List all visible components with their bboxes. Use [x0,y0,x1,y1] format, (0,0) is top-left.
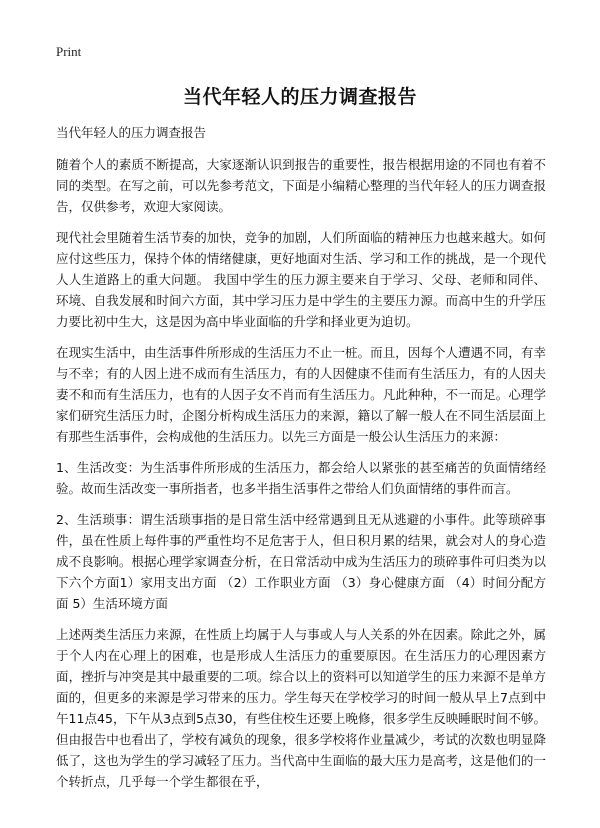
paragraph-life-events: 在现实生活中，由生活事件所形成的生活压力不止一桩。而且，因每个人遭遇不同，有幸与不幸；有的人因上进不成而有生活压力，有的人因健康不佳而有生活压力，有的人因夫妻不和而有生活压力，也有的人因子女不肖而有生活压力。凡此种种，不一而足。心理学家们研究生活压力时，企图分析构成生活压力的来源，籍以了解一般人在不同生活层面上有那些生活事件，会构成他的生活压力。以先三方面是一般公认生活压力的来源： [56,345,546,444]
paragraph-intro: 随着个人的素质不断提高，大家逐渐认识到报告的重要性，报告根据用途的不同也有着不同的类型。在写之前，可以先参考范文，下面是小编精心整理的当代年轻人的压力调查报告，仅供参考，欢迎大家阅读。 [56,157,546,214]
document-subtitle: 当代年轻人的压力调查报告 [56,125,207,140]
paragraph-sources-summary: 上述两类生活压力来源，在性质上均属于人与事或人与人关系的外在因素。除此之外，属于个人内在心理上的困难，也是形成人生活压力的重要原因。在生活压力的心理因素方面，挫折与冲突是其中最重要的二项。综合以上的资料可以知道学生的压力来源不是单方面的，但更多的来源是学习带来的压力。学生每天在学校学习的时间一般从早上7点到中午11点45，下午从3点到5点30，有些住校生还要上晚修，很多学生反映睡眠时间不够。但由报告中也看出了，学校有减负的现象，很多学校将作业量减少，考试的次数也明显降低了，这也为学生的学习减轻了压力。当代高中生面临的最大压力是高考，这是他们的一个转折点，几乎每一个学生都很在乎， [56,627,546,789]
paragraph-life-change: 1、生活改变：为生活事件所形成的生活压力，都会给人以紧张的甚至痛苦的负面情绪经验。故而生活改变一事所指者，也多半指生活事件之带给人们负面情绪的事件而言。 [56,460,546,496]
print-link[interactable]: Print [56,44,82,59]
paragraph-life-trivia: 2、生活琐事：谓生活琐事指的是日常生活中经常遇到且无从逃避的小事件。此等琐碎事件，虽在性质上每件事的严重性均不足危害于人，但日积月累的结果，就会对人的身心造成不良影响。根据心理学家调查分析，在日常活动中成为生活压力的琐碎事件可归类为以下六个方面1）家用支出方面 （2）工作职业方面 （3）身心健康方面 （4）时间分配方面 5）生活环境方面 [56,512,546,611]
document-title: 当代年轻人的压力调查报告 [182,86,417,108]
document-body [56,122,546,802]
paragraph-modern-society: 现代社会里随着生活节奏的加快，竞争的加剧，人们所面临的精神压力也越来越大。如何应付这些压力，保持个体的情绪健康，更好地面对生活、学习和工作的挑战，是一个现代人人生道路上的重大问题。 我国中学生的压力源主要来自于学习、父母、老师和同伴、环境、自我发展和时间六方面，其中学习压力是中学生的主要压力源。而高中生的升学压力要比初中生大，这是因为高中毕业面临的升学和择业更为迫切。 [56,230,546,329]
